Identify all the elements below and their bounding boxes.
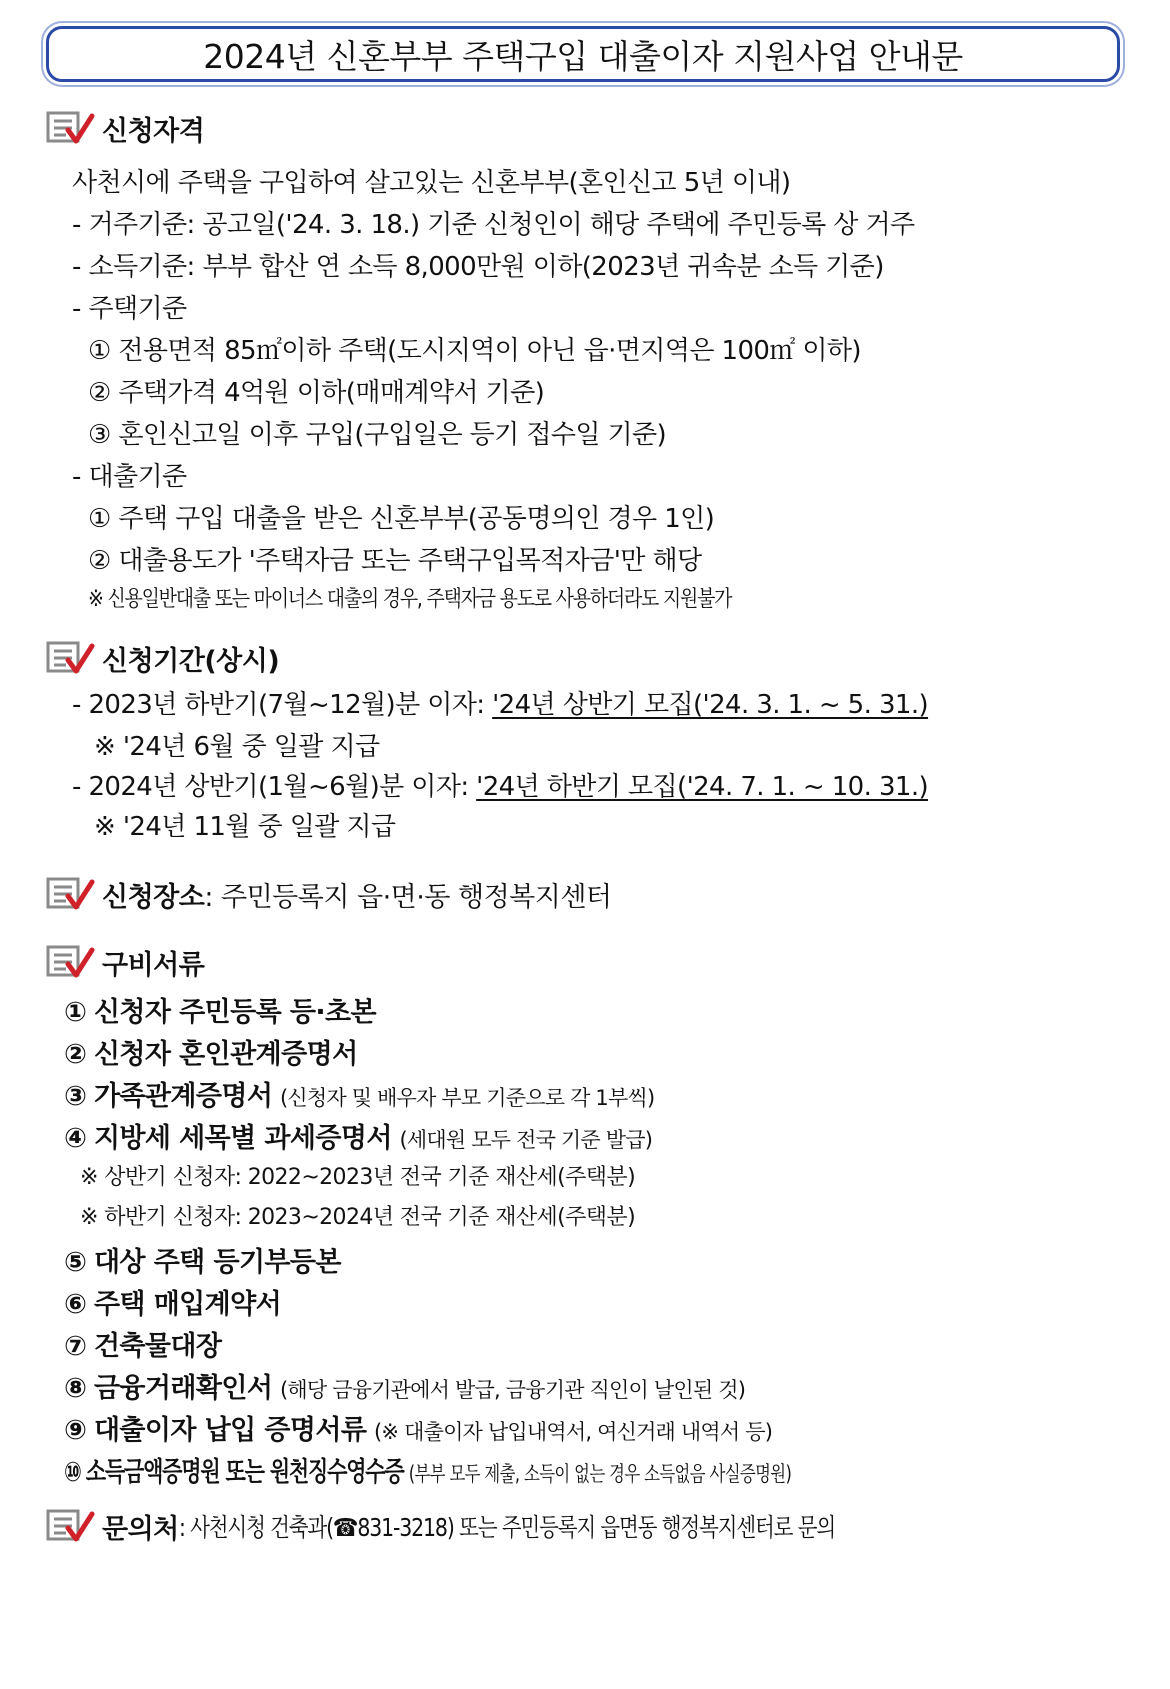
eligibility-line: - 대출기준 (72, 462, 187, 492)
document-number: ⑥ (64, 1289, 87, 1320)
document-number: ① (64, 997, 87, 1028)
document-item (64, 1116, 652, 1155)
period-item-2-recruit: '24년 하반기 모집('24. 7. 1. ~ 10. 31.) (476, 772, 929, 802)
document-check-icon (46, 944, 96, 980)
document-name: 대상 주택 등기부등본 (93, 1247, 341, 1278)
document-number: ③ (64, 1081, 87, 1112)
section-eligibility-heading (46, 110, 204, 146)
document-check-icon (46, 640, 96, 676)
document-name: 소득금액증명원 또는 원천징수영수증 (85, 1457, 404, 1488)
document-name: 지방세 세목별 과세증명서 (93, 1123, 392, 1154)
period-item-2 (72, 766, 928, 803)
period-item-2-note: ※ '24년 11월 중 일괄 지급 (94, 812, 396, 842)
eligibility-heading: 신청자격 (102, 115, 205, 147)
document-note: (세대원 모두 전국 기준 발급) (399, 1128, 653, 1152)
document-item (64, 1032, 358, 1071)
document-item (64, 1074, 654, 1113)
document-number: ⑦ (64, 1331, 87, 1362)
document-name: 가족관계증명서 (93, 1081, 273, 1112)
eligibility-line: ① 주택 구입 대출을 받은 신혼부부(공동명의인 경우 1인) (88, 504, 715, 534)
eligibility-line: ② 대출용도가 '주택자금 또는 주택구입목적자금'만 해당 (88, 546, 702, 576)
document-item (64, 1240, 341, 1279)
eligibility-warning (88, 582, 848, 613)
place-heading: 신청장소 (102, 881, 205, 913)
document-sub-note: ※ 하반기 신청자: 2023~2024년 전국 기준 재산세(주택분) (80, 1205, 636, 1230)
place-text: : 주민등록지 읍·면·동 행정복지센터 (204, 881, 612, 913)
document-item (64, 1450, 844, 1489)
document-note: (※ 대출이자 납입내역서, 여신거래 내역서 등) (374, 1420, 773, 1444)
document-note: (해당 금융기관에서 발급, 금융기관 직인이 날인된 것) (279, 1378, 746, 1402)
document-name: 건축물대장 (93, 1331, 222, 1362)
document-number: ④ (64, 1123, 87, 1154)
eligibility-line: - 소득기준: 부부 합산 연 소득 8,000만원 이하(2023년 귀속분 소득 기준) (72, 252, 884, 282)
document-item (64, 1282, 281, 1321)
document-note: (신청자 및 배우자 부모 기준으로 각 1부씩) (279, 1086, 655, 1110)
period-item-1-prefix: - 2023년 하반기(7월~12월)분 이자: (72, 690, 493, 720)
document-check-icon (46, 1508, 96, 1544)
period-heading: 신청기간(상시) (102, 645, 280, 677)
period-item-1-recruit: '24년 상반기 모집('24. 3. 1. ~ 5. 31.) (492, 690, 929, 720)
document-check-icon (46, 876, 96, 912)
document-name: 신청자 주민등록 등·초본 (93, 997, 377, 1028)
eligibility-warning-text: ※ 신용일반대출 또는 마이너스 대출의 경우, 주택자금 용도로 사용하더라도 지원불가 (88, 587, 732, 612)
document-name: 신청자 혼인관계증명서 (93, 1039, 358, 1070)
document-check-icon (46, 110, 96, 146)
eligibility-line: ① 전용면적 85㎡이하 주택(도시지역이 아닌 읍·면지역은 100㎡ 이하) (88, 336, 861, 366)
eligibility-line: ② 주택가격 4억원 이하(매매계약서 기준) (88, 378, 545, 408)
document-number: ⑤ (64, 1247, 87, 1278)
document-sub-note: ※ 상반기 신청자: 2022~2023년 전국 기준 재산세(주택분) (80, 1165, 636, 1190)
document-item (64, 1366, 745, 1405)
contact-heading: 문의처 (102, 1513, 179, 1545)
period-item-1 (72, 684, 928, 721)
section-documents-heading (46, 944, 204, 980)
document-number: ⑧ (64, 1373, 87, 1404)
contact-text: : 사천시청 건축과(☎831-3218) 또는 주민등록지 읍면동 행정복지센터로 문의 (178, 1513, 835, 1542)
period-item-2-prefix: - 2024년 상반기(1월~6월)분 이자: (72, 772, 477, 802)
eligibility-line: - 거주기준: 공고일('24. 3. 18.) 기준 신청인이 해당 주택에 주민등록 상 거주 (72, 210, 915, 240)
document-name: 주택 매입계약서 (93, 1289, 282, 1320)
eligibility-line: - 주택기준 (72, 294, 187, 324)
document-number: ⑩ (64, 1457, 81, 1488)
document-item-10-wrap (64, 1450, 791, 1489)
eligibility-line: 사천시에 주택을 구입하여 살고있는 신혼부부(혼인신고 5년 이내) (72, 168, 791, 198)
documents-heading: 구비서류 (102, 949, 205, 981)
document-item (64, 990, 376, 1029)
section-period-heading (46, 640, 279, 676)
document-name: 금융거래확인서 (93, 1373, 273, 1404)
document-number: ⑨ (64, 1415, 87, 1446)
document-item (64, 1408, 772, 1447)
section-contact-heading (46, 1508, 979, 1544)
eligibility-line: ③ 혼인신고일 이후 구입(구입일은 등기 접수일 기준) (88, 420, 667, 450)
section-place-heading (46, 876, 612, 912)
document-number: ② (64, 1039, 87, 1070)
document-note: (부부 모두 제출, 소득이 없는 경우 소득없음 사실증명원) (408, 1462, 792, 1486)
title-banner (46, 26, 1120, 82)
page-title: 2024년 신혼부부 주택구입 대출이자 지원사업 안내문 (203, 36, 963, 76)
document-item (64, 1324, 221, 1363)
document-name: 대출이자 납입 증명서류 (93, 1415, 367, 1446)
period-item-1-note: ※ '24년 6월 중 일괄 지급 (94, 732, 380, 762)
